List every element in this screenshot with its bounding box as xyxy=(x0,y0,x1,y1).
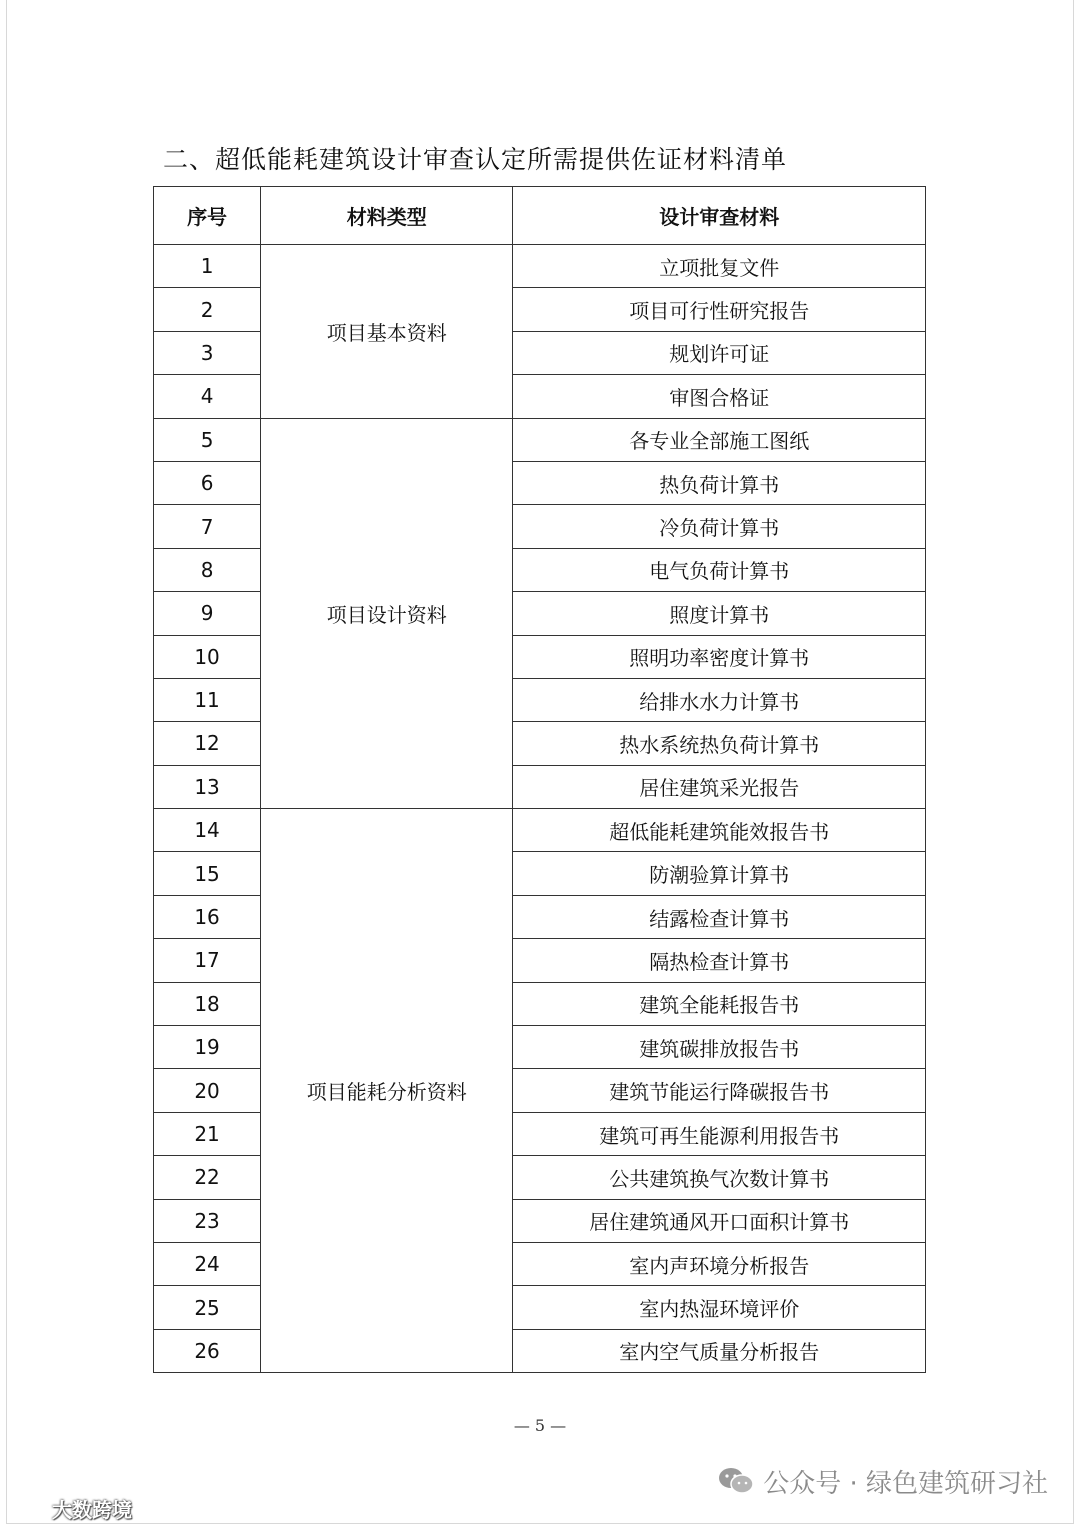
row-number: 22 xyxy=(154,1156,261,1199)
material-type-cell: 项目能耗分析资料 xyxy=(261,809,513,1373)
row-number: 25 xyxy=(154,1286,261,1329)
row-number: 12 xyxy=(154,722,261,765)
review-material-cell: 建筑全能耗报告书 xyxy=(513,982,926,1025)
row-number: 21 xyxy=(154,1112,261,1155)
row-number: 15 xyxy=(154,852,261,895)
header-number: 序号 xyxy=(154,187,261,245)
row-number: 10 xyxy=(154,635,261,678)
header-material-type: 材料类型 xyxy=(261,187,513,245)
row-number: 7 xyxy=(154,505,261,548)
review-material-cell: 室内热湿环境评价 xyxy=(513,1286,926,1329)
watermark-text: 公众号 · 绿色建筑研习社 xyxy=(763,1468,1048,1499)
logo-icon xyxy=(8,1496,48,1520)
table-row xyxy=(154,809,926,852)
table-body xyxy=(154,245,926,1373)
material-type-cell: 项目基本资料 xyxy=(261,245,513,419)
review-material-cell: 建筑节能运行降碳报告书 xyxy=(513,1069,926,1112)
table-header-row xyxy=(154,187,926,245)
review-material-cell: 建筑碳排放报告书 xyxy=(513,1026,926,1069)
review-material-cell: 热负荷计算书 xyxy=(513,461,926,504)
row-number: 17 xyxy=(154,939,261,982)
row-number: 9 xyxy=(154,592,261,635)
row-number: 2 xyxy=(154,288,261,331)
review-material-cell: 居住建筑采光报告 xyxy=(513,765,926,808)
review-material-cell: 室内空气质量分析报告 xyxy=(513,1329,926,1372)
row-number: 8 xyxy=(154,548,261,591)
watermark-logo xyxy=(8,1493,132,1523)
review-material-cell: 公共建筑换气次数计算书 xyxy=(513,1156,926,1199)
row-number: 16 xyxy=(154,895,261,938)
section-heading: 二、超低能耗建筑设计审查认定所需提供佐证材料清单 xyxy=(163,145,788,174)
review-material-cell: 各专业全部施工图纸 xyxy=(513,418,926,461)
review-material-cell: 审图合格证 xyxy=(513,375,926,418)
review-material-cell: 超低能耗建筑能效报告书 xyxy=(513,809,926,852)
page-number: — 5 — xyxy=(513,1416,567,1435)
row-number: 18 xyxy=(154,982,261,1025)
row-number: 13 xyxy=(154,765,261,808)
material-type-cell: 项目设计资料 xyxy=(261,418,513,809)
materials-table xyxy=(153,186,926,1373)
row-number: 19 xyxy=(154,1026,261,1069)
row-number: 6 xyxy=(154,461,261,504)
review-material-cell: 照明功率密度计算书 xyxy=(513,635,926,678)
row-number: 20 xyxy=(154,1069,261,1112)
review-material-cell: 建筑可再生能源利用报告书 xyxy=(513,1112,926,1155)
review-material-cell: 给排水水力计算书 xyxy=(513,678,926,721)
wechat-icon xyxy=(717,1466,755,1496)
row-number: 1 xyxy=(154,245,261,288)
row-number: 23 xyxy=(154,1199,261,1242)
row-number: 14 xyxy=(154,809,261,852)
review-material-cell: 结露检查计算书 xyxy=(513,895,926,938)
review-material-cell: 居住建筑通风开口面积计算书 xyxy=(513,1199,926,1242)
header-review-material: 设计审查材料 xyxy=(513,187,926,245)
review-material-cell: 电气负荷计算书 xyxy=(513,548,926,591)
review-material-cell: 立项批复文件 xyxy=(513,245,926,288)
review-material-cell: 规划许可证 xyxy=(513,331,926,374)
review-material-cell: 热水系统热负荷计算书 xyxy=(513,722,926,765)
table-row xyxy=(154,418,926,461)
row-number: 4 xyxy=(154,375,261,418)
row-number: 11 xyxy=(154,678,261,721)
review-material-cell: 防潮验算计算书 xyxy=(513,852,926,895)
review-material-cell: 冷负荷计算书 xyxy=(513,505,926,548)
review-material-cell: 项目可行性研究报告 xyxy=(513,288,926,331)
watermark-left-text: 大数跨境 xyxy=(52,1497,132,1522)
table-row xyxy=(154,245,926,288)
review-material-cell: 室内声环境分析报告 xyxy=(513,1242,926,1285)
row-number: 5 xyxy=(154,418,261,461)
review-material-cell: 隔热检查计算书 xyxy=(513,939,926,982)
row-number: 26 xyxy=(154,1329,261,1372)
watermark-wechat xyxy=(717,1461,1048,1501)
row-number: 3 xyxy=(154,331,261,374)
review-material-cell: 照度计算书 xyxy=(513,592,926,635)
row-number: 24 xyxy=(154,1242,261,1285)
